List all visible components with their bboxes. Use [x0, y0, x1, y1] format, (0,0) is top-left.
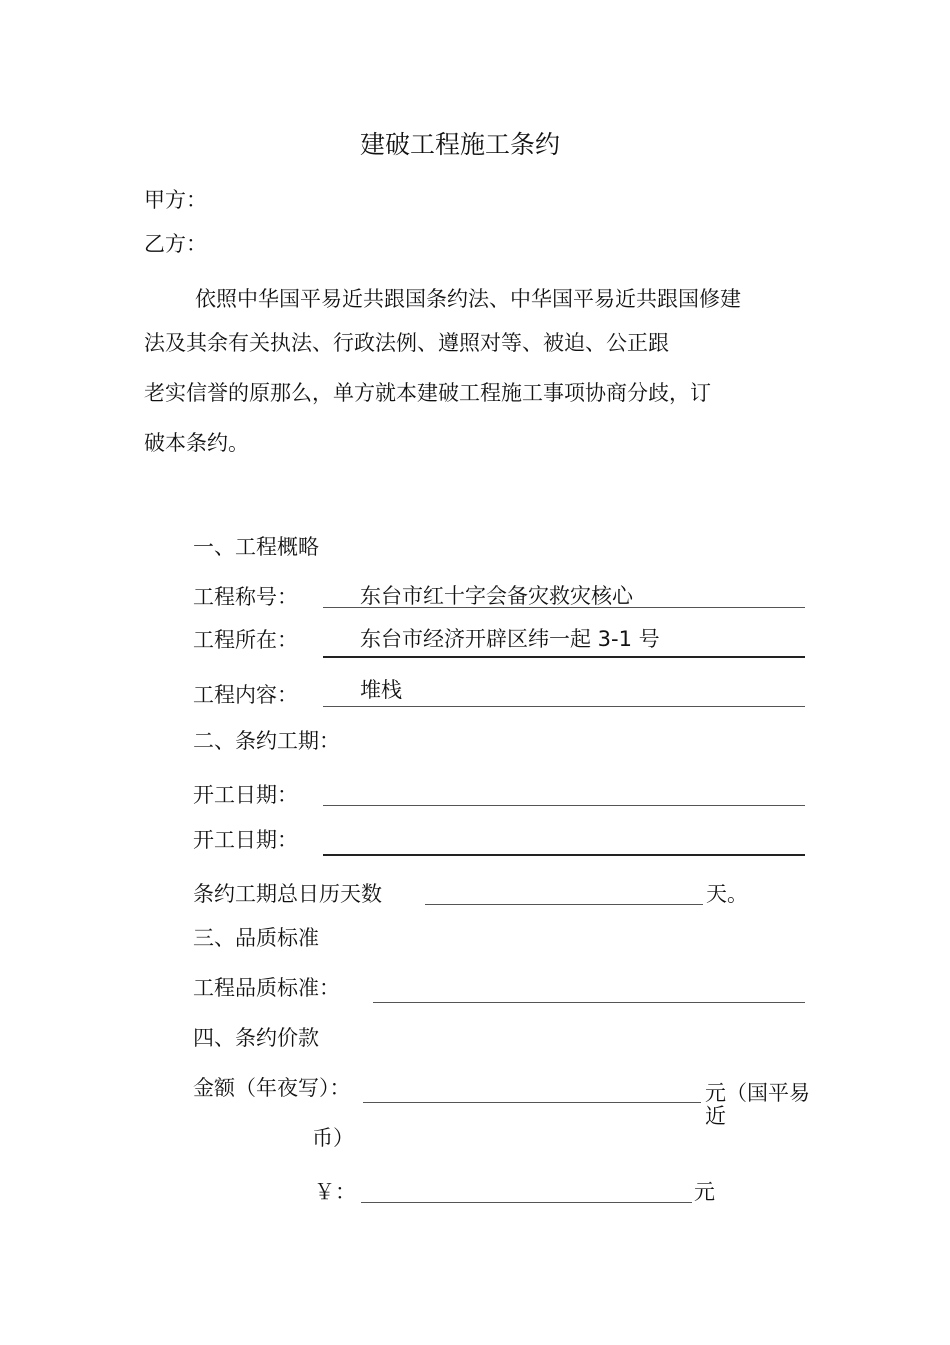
section-2-heading: 二、条约工期： — [193, 729, 340, 753]
yen-label: ￥： — [314, 1180, 356, 1204]
amount-words-underline — [363, 1102, 701, 1103]
intro-line-1: 依照中华国平易近共跟国条约法、中华国平易近共跟国修建 — [195, 287, 741, 311]
currency-text-line-1: 元（国平易 — [705, 1081, 810, 1105]
project-name-label: 工程称号： — [193, 585, 298, 609]
project-content-label: 工程内容： — [193, 683, 298, 707]
section-1-heading: 一、工程概略 — [193, 535, 319, 559]
yuan-unit: 元 — [694, 1180, 715, 1204]
days-unit: 天。 — [706, 882, 748, 906]
project-name-value: 东台市红十字会备灾救灾核心 — [360, 584, 633, 608]
project-location-value: 东台市经济开辟区纬一起 3-1 号 — [360, 627, 660, 651]
yen-amount-underline — [361, 1202, 692, 1203]
start-date-underline — [323, 805, 805, 806]
party-b-label: 乙方： — [144, 232, 207, 256]
project-location-underline — [323, 656, 805, 658]
project-name-underline — [323, 607, 805, 608]
intro-line-2: 法及其余有关执法、行政法例、遵照对等、被迫、公正跟 — [144, 331, 669, 355]
end-date-underline — [323, 854, 805, 856]
project-content-underline — [323, 706, 805, 707]
intro-line-3: 老实信誉的原那么，单方就本建破工程施工事项协商分歧，订 — [144, 381, 711, 405]
section-3-heading: 三、品质标准 — [193, 926, 319, 950]
project-location-label: 工程所在： — [193, 628, 298, 652]
total-days-label: 条约工期总日历天数 — [193, 882, 382, 906]
total-days-underline — [425, 904, 703, 905]
end-date-label: 开工日期： — [193, 828, 298, 852]
section-4-heading: 四、条约价款 — [193, 1026, 319, 1050]
quality-standard-label: 工程品质标准： — [193, 976, 340, 1000]
party-a-label: 甲方： — [144, 188, 207, 212]
amount-words-label: 金额（年夜写）： — [193, 1076, 351, 1100]
intro-line-4: 破本条约。 — [144, 431, 249, 455]
document-title: 建破工程施工条约 — [360, 130, 561, 159]
currency-text-line-2: 近 — [705, 1104, 726, 1128]
start-date-label: 开工日期： — [193, 783, 298, 807]
project-content-value: 堆栈 — [360, 678, 402, 702]
currency-text-line-3: 币） — [312, 1126, 354, 1150]
quality-standard-underline — [373, 1002, 805, 1003]
